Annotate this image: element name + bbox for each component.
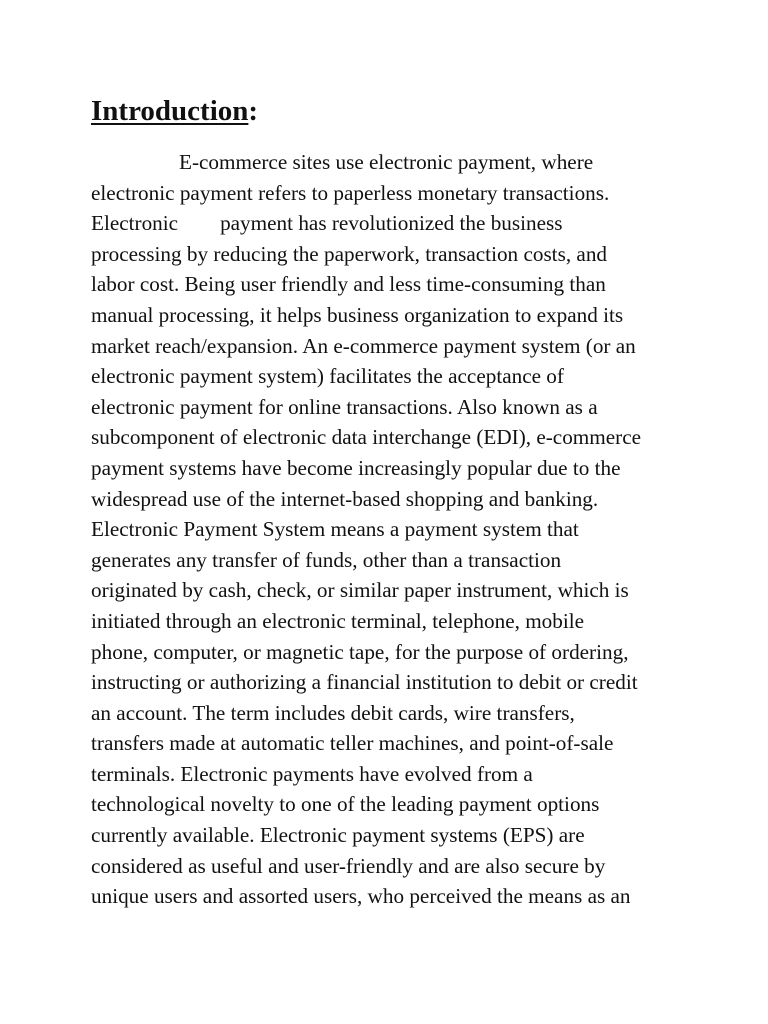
section-heading xyxy=(91,93,258,129)
text-fragment: Electronic xyxy=(91,211,179,236)
text-line: technological novelty to one of the leading payment options xyxy=(91,792,600,817)
body-paragraph xyxy=(91,147,691,912)
text-line: phone, computer, or magnetic tape, for the purpose of ordering, xyxy=(91,639,629,664)
text-line-split xyxy=(91,208,691,239)
text-line: generates any transfer of funds, other than a transaction xyxy=(91,547,562,572)
text-line: initiated through an electronic terminal, telephone, mobile xyxy=(91,608,585,633)
text-line: terminals. Electronic payments have evolved from a xyxy=(91,761,533,786)
text-line: market reach/expansion. An e-commerce payment system (or an xyxy=(91,333,636,358)
text-line: manual processing, it helps business organization to expand its xyxy=(91,302,624,327)
heading-text: Introduction xyxy=(91,95,249,127)
text-line: transfers made at automatic teller machines, and point-of-sale xyxy=(91,731,614,756)
text-line: electronic payment for online transactions. Also known as a xyxy=(91,394,598,419)
text-line: an account. The term includes debit cards, wire transfers, xyxy=(91,700,575,725)
text-line: processing by reducing the paperwork, transaction costs, and xyxy=(91,241,608,266)
heading-colon: : xyxy=(248,95,259,127)
text-line: electronic payment system) facilitates the acceptance of xyxy=(91,364,564,389)
text-line: electronic payment refers to paperless monetary transactions. xyxy=(91,180,610,205)
text-fragment: payment has revolutionized the business xyxy=(220,211,563,236)
text-line: labor cost. Being user friendly and less time-consuming than xyxy=(91,272,606,297)
text-line: subcomponent of electronic data interchange (EDI), e-commerce xyxy=(91,425,642,450)
text-line: E-commerce sites use electronic payment, where xyxy=(179,150,594,174)
text-line: currently available. Electronic payment systems (EPS) are xyxy=(91,823,585,848)
text-line: unique users and assorted users, who perceived the means as an xyxy=(91,884,631,909)
text-line: instructing or authorizing a financial institution to debit or credit xyxy=(91,670,638,695)
text-line: payment systems have become increasingly popular due to the xyxy=(91,455,621,480)
text-line: widespread use of the internet-based shopping and banking. xyxy=(91,486,599,511)
text-line: considered as useful and user-friendly and are also secure by xyxy=(91,853,606,878)
text-line: Electronic Payment System means a payment system that xyxy=(91,517,579,542)
text-line: originated by cash, check, or similar paper instrument, which is xyxy=(91,578,629,603)
